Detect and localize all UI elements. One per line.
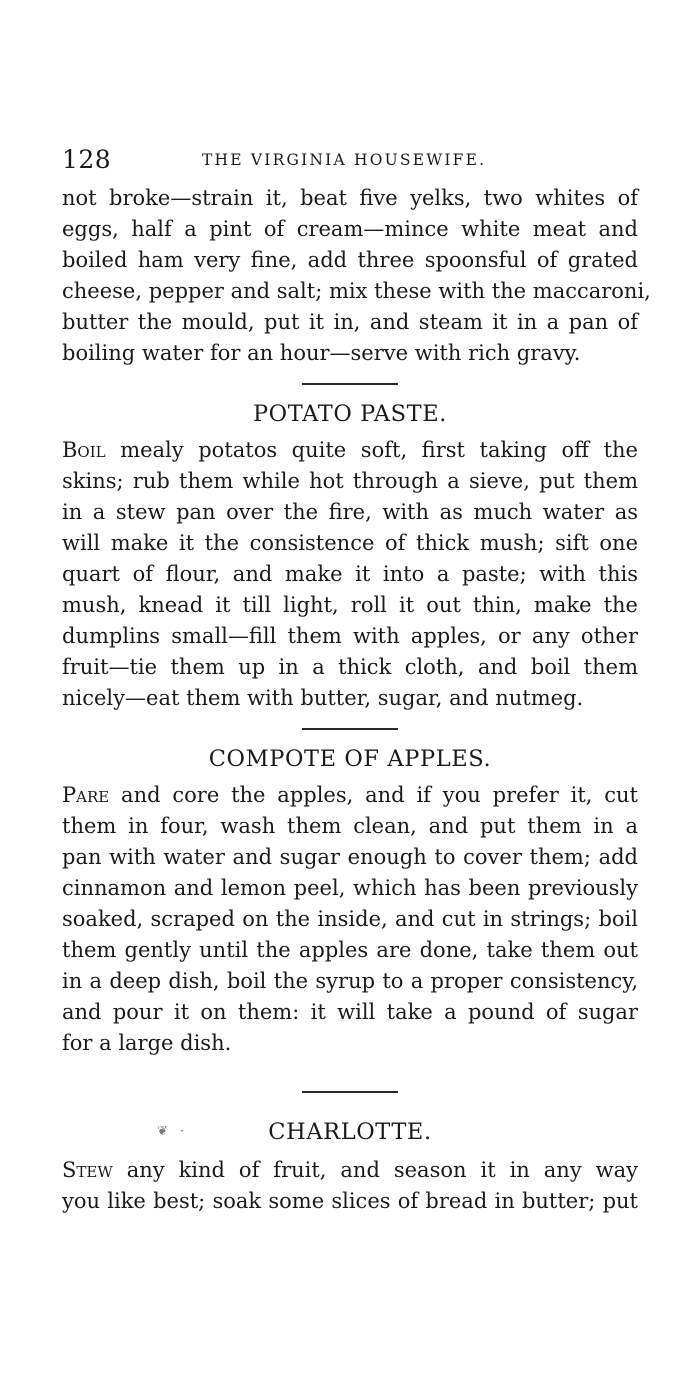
text-line: in a deep dish, boil the syrup to a proper consistency, <box>62 969 638 993</box>
printer-ornament: ❦ · <box>157 1124 189 1139</box>
running-title: THE VIRGINIA HOUSEWIFE. <box>202 151 487 169</box>
first-line-text: mealy potatos quite soft, first taking off the <box>105 438 638 462</box>
recipe-body-potato-paste <box>62 435 638 714</box>
recipe-title-potato-paste: POTATO PASTE. <box>252 401 448 427</box>
text-line: you like best; soak some slices of bread in butter; put <box>62 1189 638 1213</box>
book-page <box>62 143 651 1217</box>
recipe-heading-charlotte <box>62 1115 638 1149</box>
section-divider <box>302 728 398 730</box>
continuation-paragraph <box>62 183 651 369</box>
lead-word: Pare <box>62 783 110 807</box>
text-line <box>62 780 638 811</box>
text-line: butter the mould, put it in, and steam it in a pan of <box>62 310 638 334</box>
text-line: will make it the consistence of thick mush; sift one <box>62 531 638 555</box>
text-line: for a large dish. <box>62 1031 232 1055</box>
first-line-text: and core the apples, and if you prefer it, cut <box>109 783 638 807</box>
recipe-title-charlotte: CHARLOTTE. <box>268 1119 432 1145</box>
text-line: in a stew pan over the fire, with as much water as <box>62 500 638 524</box>
text-line <box>62 1155 638 1186</box>
recipe-title-compote-of-apples: COMPOTE OF APPLES. <box>208 746 492 772</box>
text-line: boiled ham very fine, add three spoonsful of grated <box>62 248 638 272</box>
lead-word: Boil <box>62 438 106 462</box>
text-line: cinnamon and lemon peel, which has been previously <box>62 876 638 900</box>
text-line: quart of flour, and make it into a paste; with this <box>62 562 638 586</box>
text-line: skins; rub them while hot through a sieve, put them <box>62 469 638 493</box>
text-line: boiling water for an hour—serve with rich gravy. <box>62 341 581 365</box>
text-line: mush, knead it till light, roll it out thin, make the <box>62 593 638 617</box>
recipe-body-charlotte <box>62 1155 638 1217</box>
first-line-text: any kind of fruit, and season it in any way <box>112 1158 638 1182</box>
text-line: nicely—eat them with butter, sugar, and nutmeg. <box>62 686 584 710</box>
text-line: and pour it on them: it will take a pound of sugar <box>62 1000 638 1024</box>
section-divider <box>302 1091 398 1093</box>
text-line: fruit—tie them up in a thick cloth, and boil them <box>62 655 638 679</box>
section-divider <box>302 383 398 385</box>
text-line <box>62 435 638 466</box>
text-line: them in four, wash them clean, and put them in a <box>62 814 638 838</box>
text-line: them gently until the apples are done, take them out <box>62 938 638 962</box>
text-line: dumplins small—fill them with apples, or any other <box>62 624 638 648</box>
text-line: eggs, half a pint of cream—mince white meat and <box>62 217 638 241</box>
text-line: pan with water and sugar enough to cover them; add <box>62 845 638 869</box>
page-number: 128 <box>62 145 112 174</box>
text-line: cheese, pepper and salt; mix these with the maccaroni, <box>62 279 651 303</box>
text-line: not broke—strain it, beat five yelks, two whites of <box>62 186 638 210</box>
recipe-body-compote-of-apples <box>62 780 638 1059</box>
running-head <box>62 143 638 183</box>
lead-word: Stew <box>62 1158 113 1182</box>
text-line: soaked, scraped on the inside, and cut in strings; boil <box>62 907 638 931</box>
